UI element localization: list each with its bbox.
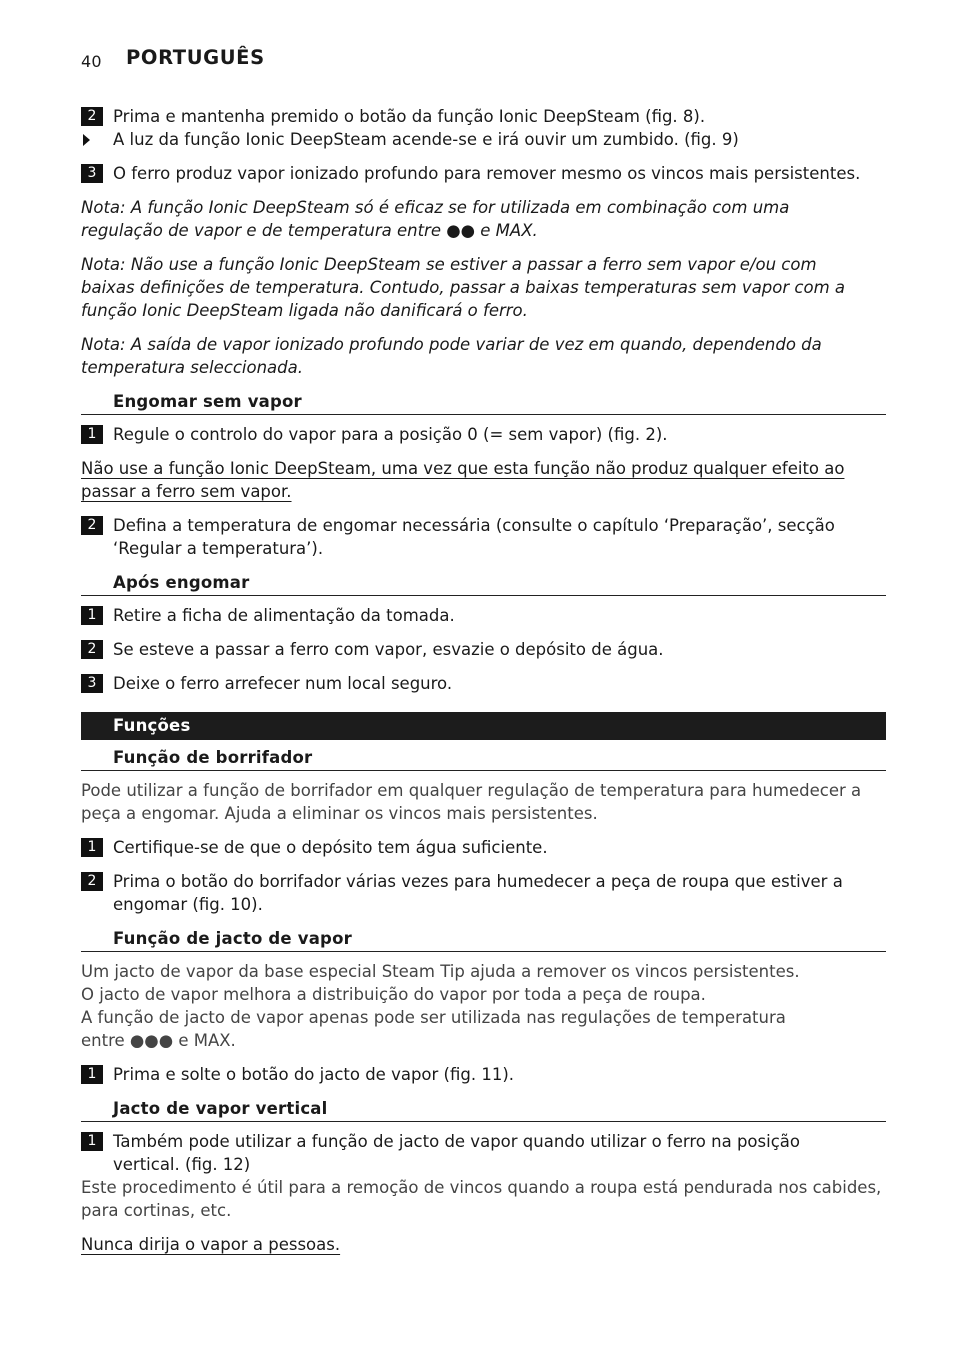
- paragraph-jacto: [81, 960, 886, 1052]
- step-item: [81, 604, 886, 627]
- step-number: 2: [81, 872, 103, 891]
- step-item: [81, 672, 886, 695]
- note-3: Nota: A saída de vapor ionizado profundo pode variar de vez em quando, dependendo da temperatura seleccionada.: [81, 335, 822, 377]
- note-2: Nota: Não use a função Ionic DeepSteam se estiver a passar a ferro sem vapor e/ou com baixas definições de temperatura. Contudo, passar a baixas temperaturas sem vapor com a função Ionic DeepSteam ligada não danificará o ferro.: [81, 255, 845, 320]
- paragraph-line: O jacto de vapor melhora a distribuição do vapor por toda a peça de roupa.: [81, 985, 706, 1004]
- step-number: 3: [81, 164, 103, 183]
- paragraph-borrifador: Pode utilizar a função de borrifador em qualquer regulação de temperatura para humedecer a peça a engomar. Ajuda a eliminar os vincos mais persistentes.: [81, 781, 862, 823]
- page-header: [81, 44, 886, 74]
- step-text: Retire a ficha de alimentação da tomada.: [113, 606, 455, 625]
- step-item: [81, 1130, 841, 1176]
- note-1: Nota: A função Ionic DeepSteam só é eficaz se for utilizada em combinação com uma regulação de vapor e de temperatura entre ●● e MAX.: [81, 198, 790, 240]
- step-item: [81, 514, 886, 560]
- step-number: 3: [81, 674, 103, 693]
- step-text: Certifique-se de que o depósito tem água suficiente.: [113, 838, 548, 857]
- warning-underlined: Não use a função Ionic DeepSteam, uma vez que esta função não produz qualquer efeito ao passar a ferro sem vapor.: [81, 459, 845, 501]
- section-heading-apos-engomar: Após engomar: [81, 571, 886, 596]
- step-text: Deixe o ferro arrefecer num local seguro.: [113, 674, 453, 693]
- step-number: 1: [81, 425, 103, 444]
- chapter-bar-funcoes: Funções: [81, 712, 886, 740]
- bullet-item: [81, 128, 886, 151]
- step-number: 1: [81, 606, 103, 625]
- step-number: 2: [81, 640, 103, 659]
- paragraph-vertical: Este procedimento é útil para a remoção de vincos quando a roupa está pendurada nos cabides, para cortinas, etc.: [81, 1178, 882, 1220]
- section-heading-engomar-sem-vapor: Engomar sem vapor: [81, 390, 886, 415]
- step-item: [81, 423, 886, 446]
- section-heading-borrifador: Função de borrifador: [81, 746, 886, 771]
- step-text: Regule o controlo do vapor para a posição 0 (= sem vapor) (fig. 2).: [113, 425, 668, 444]
- step-text: Prima e mantenha premido o botão da função Ionic DeepSteam (fig. 8).: [113, 107, 706, 126]
- step-number: 2: [81, 516, 103, 535]
- step-number: 1: [81, 838, 103, 857]
- step-3-item: [81, 162, 886, 185]
- step-text: Defina a temperatura de engomar necessária (consulte o capítulo ‘Preparação’, secção ‘Regular a temperatura’).: [113, 516, 835, 558]
- step-text: Prima e solte o botão do jacto de vapor (fig. 11).: [113, 1065, 515, 1084]
- page-number: 40: [81, 52, 102, 71]
- warning-text: [81, 1233, 886, 1256]
- step-number: 1: [81, 1132, 103, 1151]
- manual-page: [81, 44, 886, 1256]
- step-text: Prima o botão do borrifador várias vezes para humedecer a peça de roupa que estiver a engomar (fig. 10).: [113, 872, 843, 914]
- paragraph-line: entre ●●● e MAX.: [81, 1031, 236, 1050]
- warning-underlined: Nunca dirija o vapor a pessoas.: [81, 1235, 341, 1254]
- step-item: [81, 870, 856, 916]
- step-number: 1: [81, 1065, 103, 1084]
- step-item: [81, 638, 886, 661]
- section-heading-vertical: Jacto de vapor vertical: [81, 1097, 886, 1122]
- paragraph-line: Um jacto de vapor da base especial Steam Tip ajuda a remover os vincos persistentes.: [81, 962, 800, 981]
- warning-text: [81, 457, 851, 503]
- triangle-bullet-icon: [83, 134, 90, 146]
- step-number: 2: [81, 107, 103, 126]
- language-title: PORTUGUÊS: [126, 46, 265, 69]
- step-2-item: [81, 105, 886, 128]
- step-item: [81, 1063, 886, 1086]
- bullet-text: A luz da função Ionic DeepSteam acende-se e irá ouvir um zumbido. (fig. 9): [113, 130, 739, 149]
- step-item: [81, 836, 886, 859]
- section-heading-jacto: Função de jacto de vapor: [81, 927, 886, 952]
- step-text: Também pode utilizar a função de jacto de vapor quando utilizar o ferro na posição vertical. (fig. 12): [113, 1132, 800, 1174]
- paragraph-line: A função de jacto de vapor apenas pode ser utilizada nas regulações de temperatura: [81, 1008, 786, 1027]
- step-text: O ferro produz vapor ionizado profundo para remover mesmo os vincos mais persistentes.: [113, 164, 861, 183]
- step-text: Se esteve a passar a ferro com vapor, esvazie o depósito de água.: [113, 640, 664, 659]
